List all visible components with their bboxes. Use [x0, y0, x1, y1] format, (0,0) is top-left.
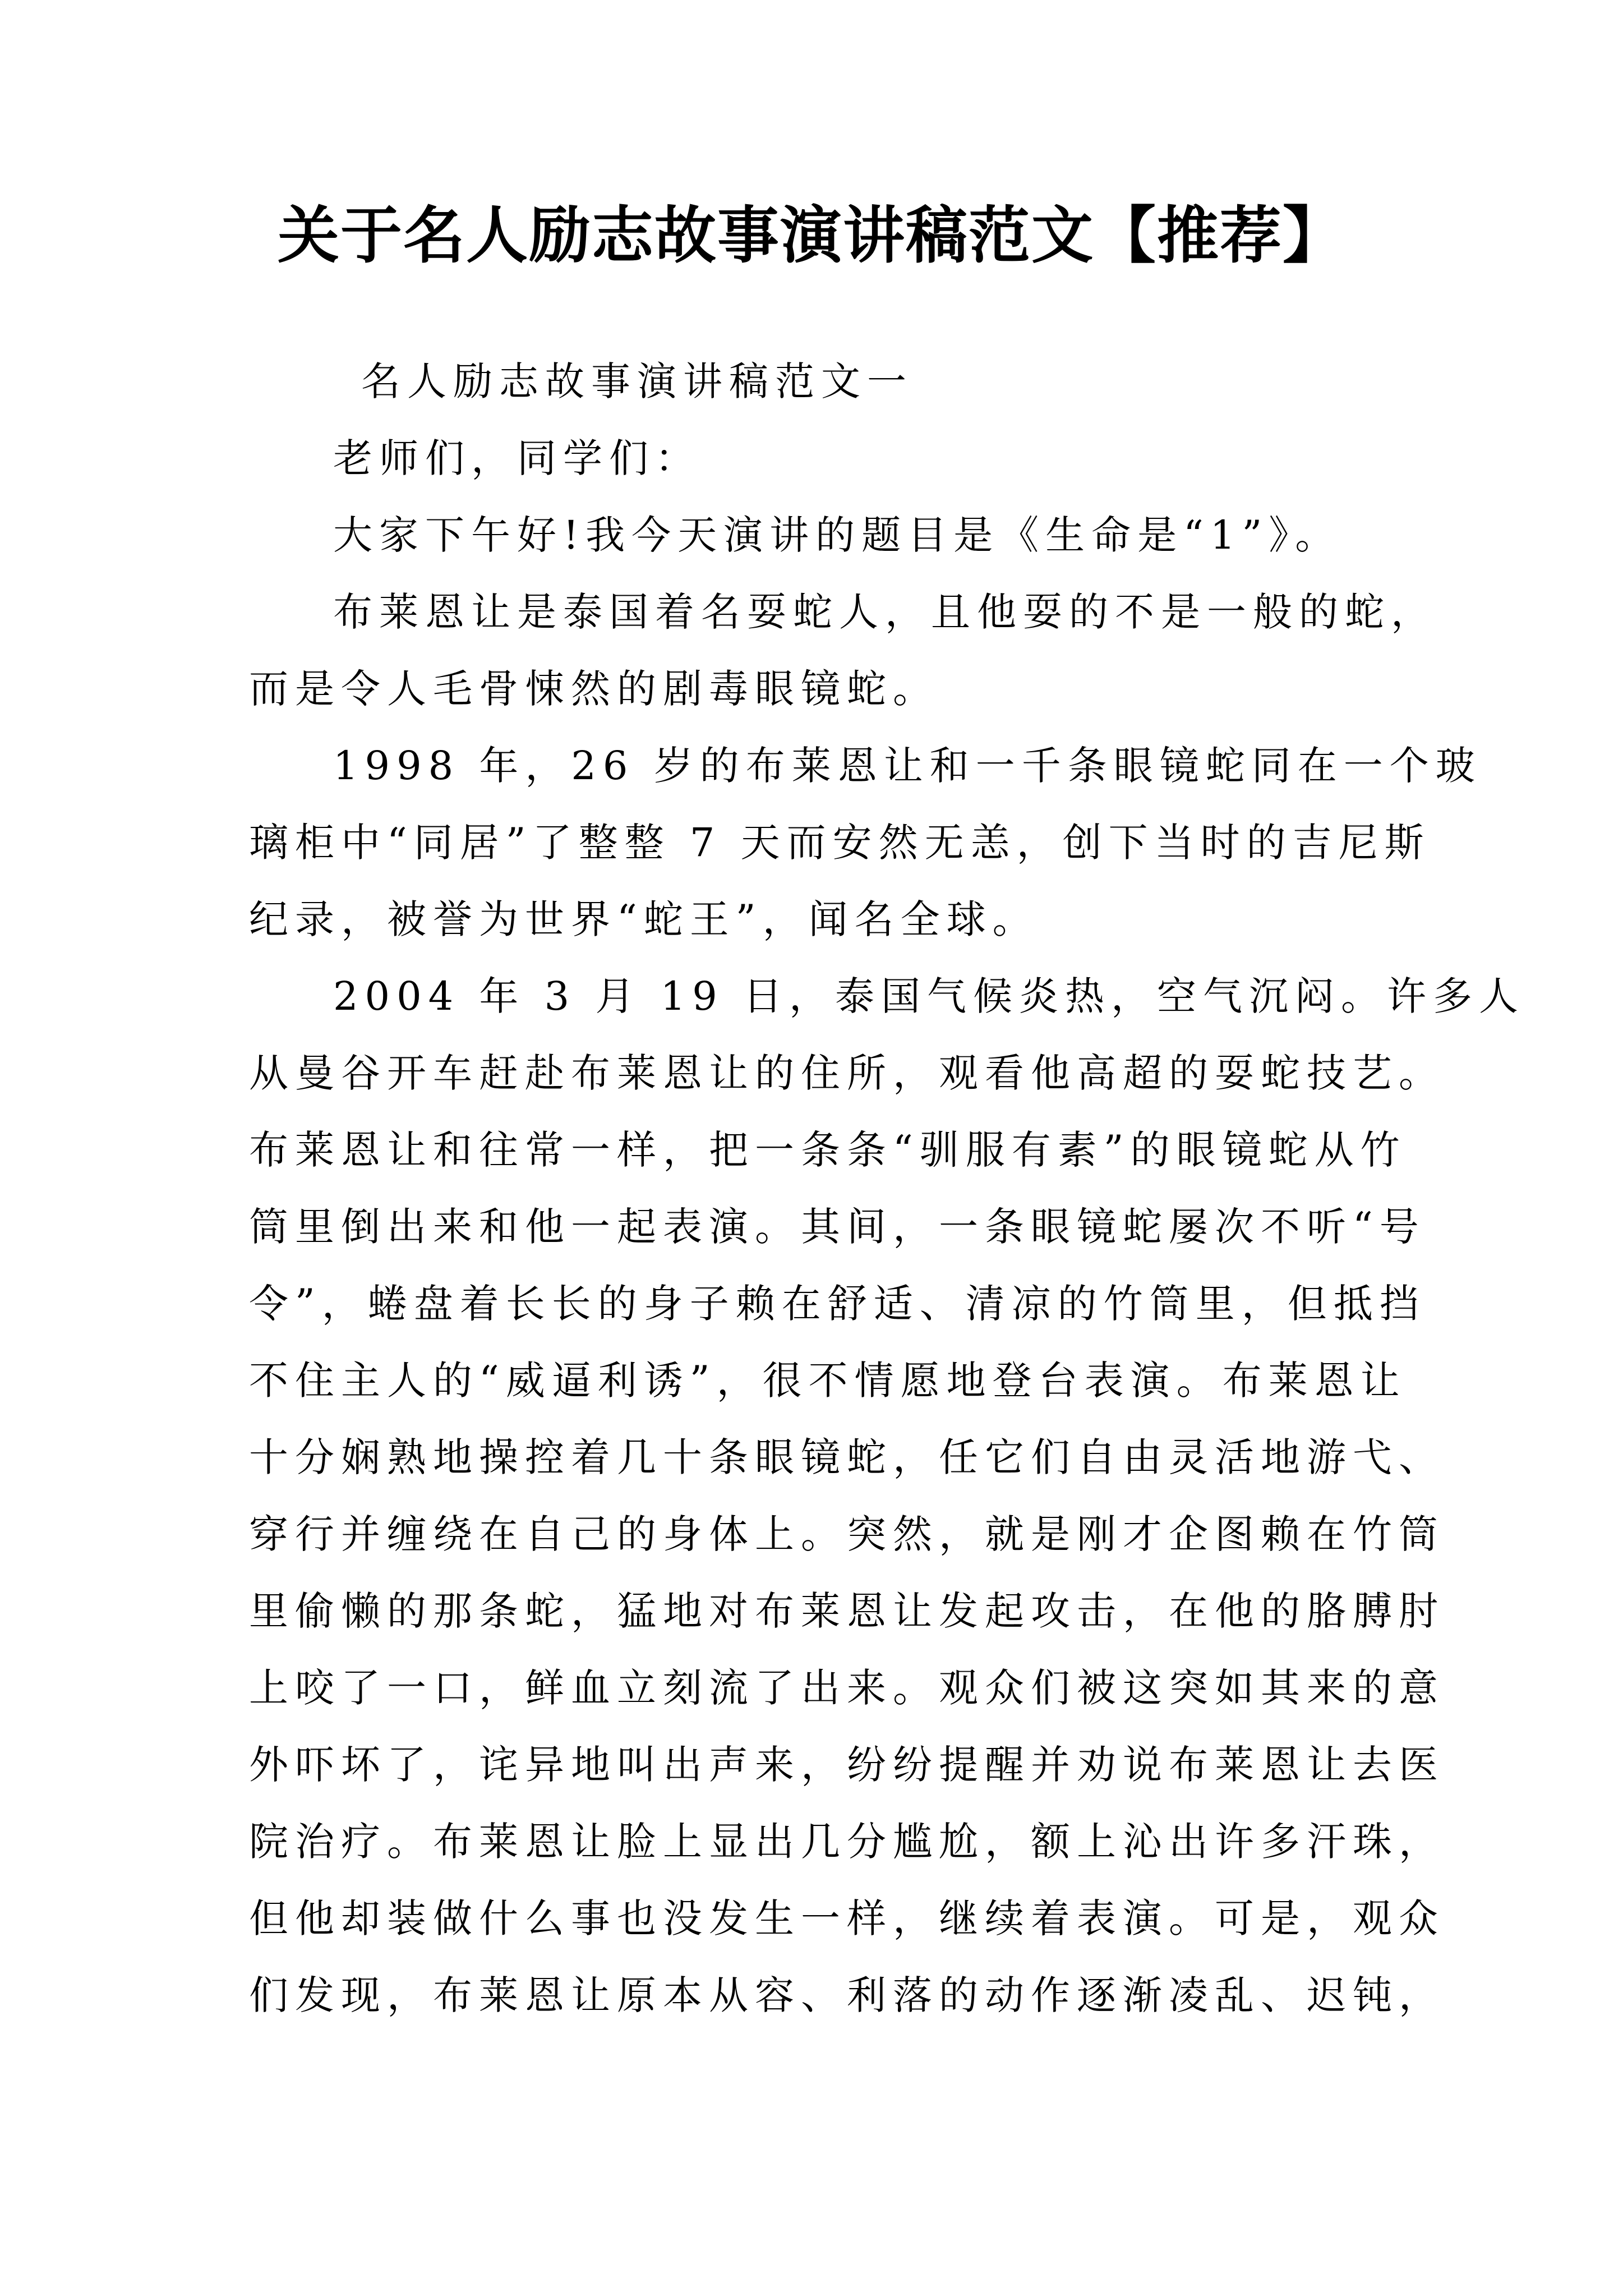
paragraph-line: 1998 年，26 岁的布莱恩让和一千条眼镜蛇同在一个玻 [333, 743, 1482, 789]
paragraph-line: 布莱恩让是泰国着名耍蛇人，且他耍的不是一般的蛇， [333, 589, 1437, 635]
paragraph-line: 外吓坏了，诧异地叫出声来，纷纷提醒并劝说布莱恩让去医 [249, 1742, 1445, 1788]
document-title: 关于名人励志故事演讲稿范文【推荐】 [278, 199, 1345, 272]
paragraph-line: 穿行并缠绕在自己的身体上。突然，就是刚才企图赖在竹筒 [249, 1511, 1445, 1557]
paragraph-line: 不住主人的“威逼利诱”，很不情愿地登台表演。布莱恩让 [249, 1358, 1407, 1404]
paragraph-line: 璃柜中“同居”了整整 7 天而安然无恙，创下当时的吉尼斯 [249, 820, 1431, 866]
paragraph-line: 从曼谷开车赶赴布莱恩让的住所，观看他高超的耍蛇技艺。 [249, 1050, 1445, 1096]
paragraph-line: 上咬了一口，鲜血立刻流了出来。观众们被这突如其来的意 [249, 1665, 1445, 1711]
paragraph-line: 十分娴熟地操控着几十条眼镜蛇，任它们自由灵活地游弋、 [249, 1434, 1445, 1480]
paragraph-line: 布莱恩让和往常一样，把一条条“驯服有素”的眼镜蛇从竹 [249, 1127, 1407, 1173]
paragraph-line: 2004 年 3 月 19 日，泰国气候炎热，空气沉闷。许多人 [333, 973, 1525, 1019]
paragraph-line: 院治疗。布莱恩让脸上显出几分尴尬，额上沁出许多汗珠， [249, 1819, 1445, 1865]
paragraph-line: 但他却装做什么事也没发生一样，继续着表演。可是，观众 [249, 1895, 1445, 1941]
document-body [249, 343, 1525, 2034]
paragraph-line: 们发现，布莱恩让原本从容、利落的动作逐渐凌乱、迟钝， [249, 1972, 1445, 2018]
paragraph-line: 而是令人毛骨悚然的剧毒眼镜蛇。 [249, 666, 939, 712]
paragraph-line: 里偷懒的那条蛇，猛地对布莱恩让发起攻击，在他的胳膊肘 [249, 1588, 1445, 1634]
paragraph-line: 令”，蜷盘着长长的身子赖在舒适、清凉的竹筒里，但抵挡 [249, 1281, 1426, 1327]
paragraph-line: 纪录，被誉为世界“蛇王”，闻名全球。 [249, 896, 1039, 942]
section-heading: 名人励志故事演讲稿范文一 [361, 358, 913, 404]
paragraph-line: 筒里倒出来和他一起表演。其间，一条眼镜蛇屡次不听“号 [249, 1204, 1426, 1250]
salutation-line: 老师们，同学们： [333, 435, 701, 481]
greeting-line: 大家下午好!我今天演讲的题目是《生命是“1”》。 [333, 512, 1341, 558]
